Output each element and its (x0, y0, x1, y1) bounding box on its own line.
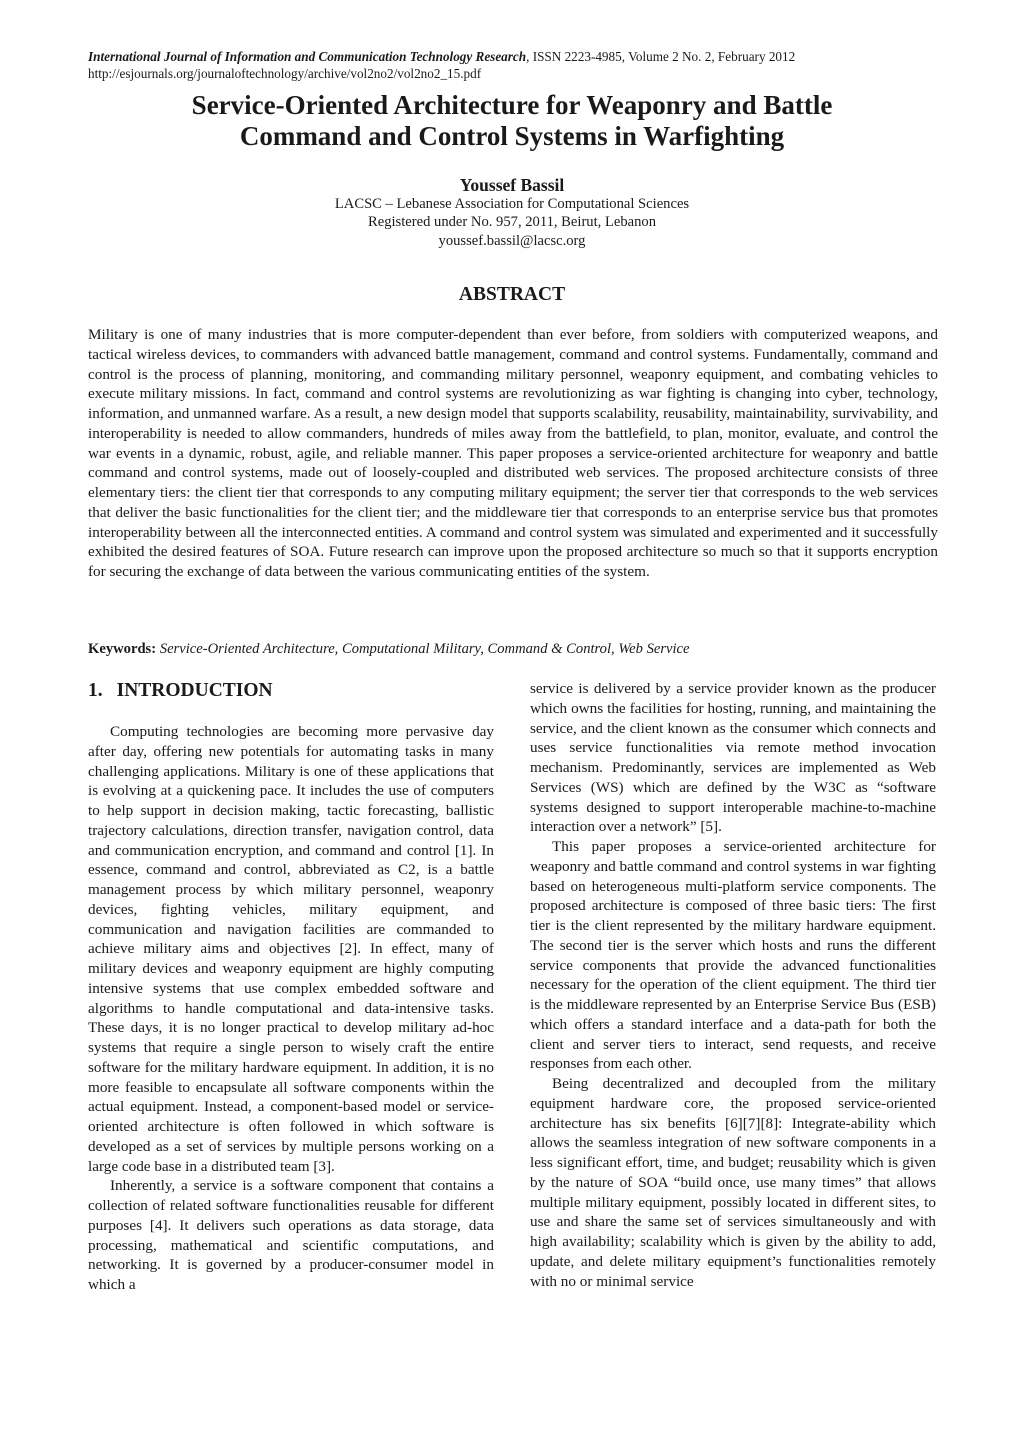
intro-paragraph-2-cont: service is delivered by a service provider known as the producer which owns the facilities for hosting, running, and maintaining the service, and the client known as the consumer which connects and uses service functionalities via remote method invocation mechanism. Predominantly, services are implemented as Web Services (WS) which are defined by the W3C as “software systems designed to support interoperable machine-to-machine interaction over a network” [5]. (530, 680, 936, 836)
affiliation-line-2: Registered under No. 957, 2011, Beirut, Lebanon (367, 214, 657, 231)
section-heading-introduction (88, 680, 273, 702)
journal-name: International Journal of Information and Communication Technology Research (88, 49, 527, 64)
keywords (88, 641, 948, 658)
paper-title (60, 90, 964, 152)
journal-url[interactable]: http://esjournals.org/journaloftechnology/archive/vol2no2/vol2no2_15.pdf (88, 66, 482, 81)
section-title: INTRODUCTION (116, 680, 273, 701)
intro-paragraph-1: Computing technologies are becoming more pervasive day after day, offering new potentials for automating tasks in many challenging applications. Military is one of these applications that is evolving at a quickening pace. It includes the use of computers to help support in decision making, tactic forecasting, ballistic trajectory calculations, direction transfer, navigation control, data and communication encryption, and command and control [1]. In essence, command and control, abbreviated as C2, is a battle management process by which military personnel, weaponry devices, fighting vehicles, military equipment, and communication and navigation facilities are commanded to achieve military aims and objectives [2]. In effect, many of military devices and weaponry equipment are highly computing intensive systems that use complex embedded software and algorithms to handle computational and data-intensive tasks. These days, it is no longer practical to develop military ad-hoc systems that require a single person to wisely craft the entire software for the military hardware equipment. In addition, it is no more feasible to encapsulate all software components within the actual equipment. Instead, a component-based model or service-oriented architecture is often followed in which software is developed as a set of services by multiple persons working on a large code base in a distributed team [3]. (88, 723, 494, 1175)
journal-details: , ISSN 2223-4985, Volume 2 No. 2, February 2012 (526, 49, 796, 64)
affiliation-line-1: LACSC – Lebanese Association for Computational Sciences (334, 196, 690, 212)
left-column (88, 722, 494, 1295)
right-column (530, 679, 936, 1291)
keywords-text: Service-Oriented Architecture, Computational Military, Command & Control, Web Service (159, 641, 690, 657)
author-email[interactable]: youssef.bassil@lacsc.org (438, 232, 586, 249)
section-number: 1. (88, 680, 103, 701)
intro-paragraph-3: This paper proposes a service-oriented architecture for weaponry and battle command and control systems in war fighting based on heterogeneous multi-platform service components. The proposed architecture is composed of three basic tiers: The first tier is the client represented by the military hardware equipment. The second tier is the server which hosts and runs the different service components that provide the advanced functionalities necessary for the operation of the client equipment. The third tier is the middleware represented by an Enterprise Service Bus (ESB) which offers a standard interface and a data-path for both the client and server tiers to interact, send requests, and receive responses from each other. (530, 838, 936, 1073)
abstract-text: Military is one of many industries that is more computer-dependent than ever before, from soldiers with computerized weapons, and tactical wireless devices, to commanders with advanced battle management, command and control systems. Fundamentally, command and control is the process of planning, monitoring, and commanding military personnel, weaponry equipment, and combating vehicles to execute military missions. In fact, command and control systems are revolutionizing as war fighting is changing into cyber, technology, information, and unmanned warfare. As a result, a new design model that supports scalability, reusability, maintainability, survivability, and interoperability is needed to allow commanders, hundreds of miles away from the battlefield, to plan, monitor, evaluate, and control the war events in a dynamic, robust, agile, and reliable manner. This paper proposes a service-oriented architecture for weaponry and battle command and control systems, made out of loosely-coupled and distributed web services. The proposed architecture consists of three elementary tiers: the client tier that corresponds to any computing military equipment; the server tier that corresponds to the web services that deliver the basic functionalities for the client tier; and the middleware tier that corresponds to an enterprise service bus that promotes interoperability between all the interconnected entities. A command and control system was simulated and experimented and it successfully exhibited the desired features of SOA. Future research can improve upon the proposed architecture so much so that it supports encryption for securing the exchange of data between the various communicating entities of the system. (88, 326, 938, 580)
intro-paragraph-4: Being decentralized and decoupled from the military equipment hardware core, the proposed service-oriented architecture has six benefits [6][7][8]: Integrate-ability which allows the seamless integration of new software components in a less significant effort, time, and budget; reusability which is given by the nature of SOA “build once, use many times” that allows multiple military equipment, possibly located in different sites, to use and share the same set of services simultaneously and with high availability; scalability which is given by the ability to add, update, and delete military equipment’s functionalities remotely with no or minimal service (530, 1075, 936, 1290)
keywords-label: Keywords: (88, 641, 157, 657)
intro-paragraph-2: Inherently, a service is a software component that contains a collection of related software functionalities reusable for different purposes [4]. It delivers such operations as data storage, data processing, mathematical and scientific computations, and networking. It is governed by a producer-consumer model in which a (88, 1177, 494, 1293)
author-name: Youssef Bassil (459, 175, 565, 195)
title-line-2: Command and Control Systems in Warfighting (239, 121, 785, 151)
journal-citation (88, 48, 948, 65)
journal-header (88, 48, 948, 82)
author-affiliation (60, 195, 964, 250)
abstract-heading: ABSTRACT (458, 284, 566, 305)
title-line-1: Service-Oriented Architecture for Weaponry and Battle (191, 90, 833, 120)
